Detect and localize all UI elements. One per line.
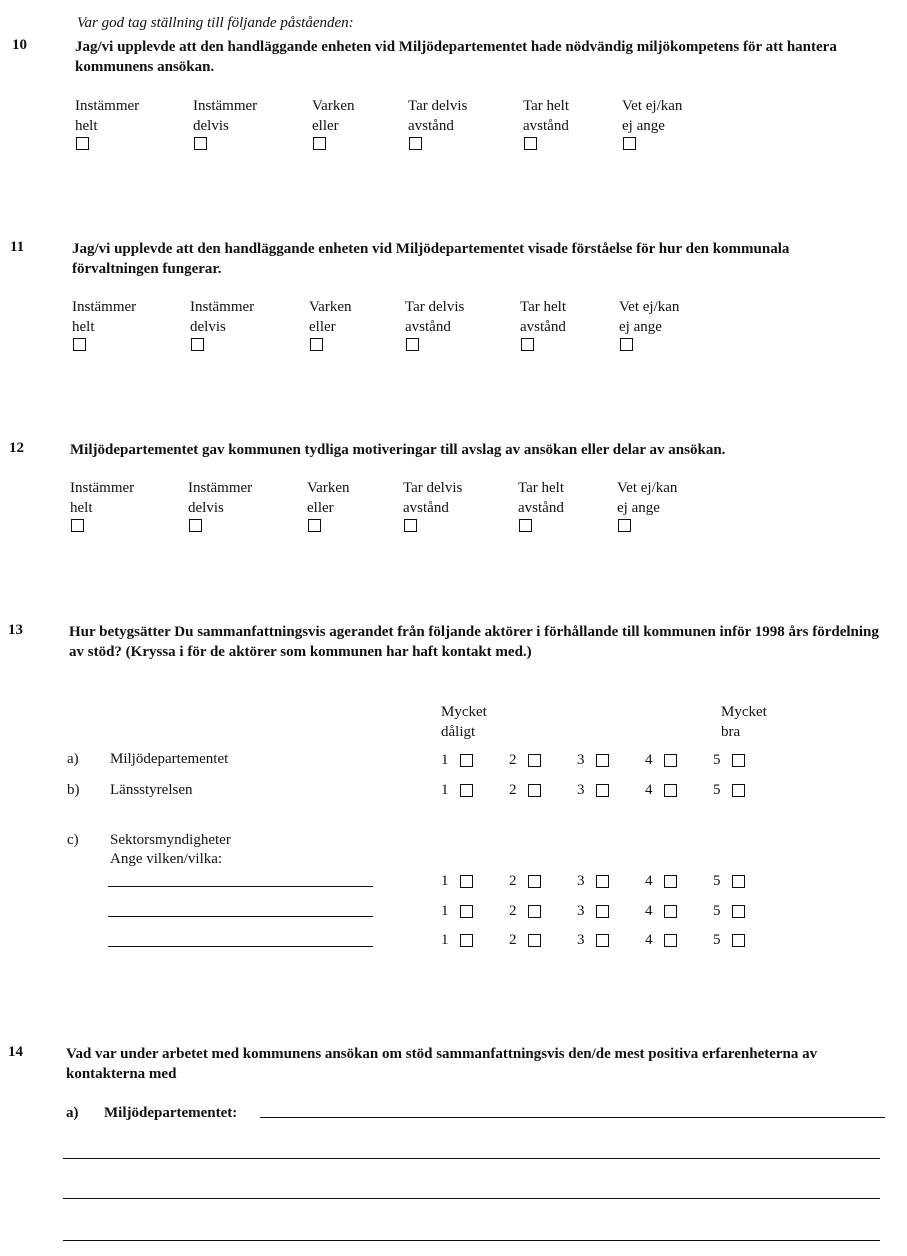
option-label: Instämmer delvis — [190, 299, 255, 335]
option-checkbox[interactable] — [310, 338, 323, 351]
question-text: Hur betygsätter Du sammanfattningsvis agerandet från följande aktörer i förhållande till kommunen inför 1998 års fördelning av stöd? (Kryssa i för de aktörer som kommunen har haft kontakt med.) — [69, 624, 879, 660]
rating-checkbox[interactable] — [664, 875, 677, 888]
item-letter: b) — [67, 782, 80, 798]
rating-checkbox[interactable] — [596, 784, 609, 797]
question-number: 12 — [9, 440, 24, 456]
rating-checkbox[interactable] — [732, 905, 745, 918]
rating-checkbox[interactable] — [664, 905, 677, 918]
rating-value: 3 — [577, 903, 585, 919]
option-label: Instämmer helt — [70, 480, 135, 516]
option-label: Instämmer delvis — [188, 480, 253, 516]
rating-value: 5 — [713, 873, 721, 889]
option-checkbox[interactable] — [618, 519, 631, 532]
rating-checkbox[interactable] — [460, 875, 473, 888]
rating-value: 4 — [645, 782, 653, 798]
intro-text: Var god tag ställning till följande påståenden: — [77, 15, 354, 31]
option-label: Tar delvis avstånd — [408, 98, 468, 134]
rating-value: 2 — [509, 752, 517, 768]
rating-value: 5 — [713, 932, 721, 948]
rating-value: 4 — [645, 873, 653, 889]
rating-value: 2 — [509, 932, 517, 948]
rating-checkbox[interactable] — [528, 934, 541, 947]
rating-value: 3 — [577, 932, 585, 948]
rating-checkbox[interactable] — [596, 905, 609, 918]
rating-checkbox[interactable] — [596, 875, 609, 888]
write-in-line[interactable] — [108, 946, 373, 947]
rating-value: 4 — [645, 752, 653, 768]
option-checkbox[interactable] — [404, 519, 417, 532]
option-checkbox[interactable] — [521, 338, 534, 351]
option-label: Tar delvis avstånd — [405, 299, 465, 335]
option-checkbox[interactable] — [519, 519, 532, 532]
option-checkbox[interactable] — [73, 338, 86, 351]
option-checkbox[interactable] — [409, 137, 422, 150]
rating-value: 3 — [577, 752, 585, 768]
item-letter: c) — [67, 832, 79, 848]
rating-checkbox[interactable] — [528, 875, 541, 888]
question-number: 10 — [12, 37, 27, 53]
item-letter: a) — [67, 751, 79, 767]
rating-value: 1 — [441, 932, 449, 948]
rating-checkbox[interactable] — [460, 905, 473, 918]
option-label: Varken eller — [312, 98, 355, 134]
rating-checkbox[interactable] — [732, 875, 745, 888]
rating-checkbox[interactable] — [596, 754, 609, 767]
option-checkbox[interactable] — [620, 338, 633, 351]
write-in-line[interactable] — [108, 886, 373, 887]
rating-checkbox[interactable] — [664, 784, 677, 797]
rating-value: 1 — [441, 782, 449, 798]
answer-line[interactable] — [63, 1240, 880, 1241]
answer-line[interactable] — [63, 1158, 880, 1159]
option-checkbox[interactable] — [406, 338, 419, 351]
rating-value: 5 — [713, 903, 721, 919]
rating-checkbox[interactable] — [460, 784, 473, 797]
option-checkbox[interactable] — [76, 137, 89, 150]
rating-checkbox[interactable] — [528, 754, 541, 767]
rating-checkbox[interactable] — [664, 934, 677, 947]
rating-value: 1 — [441, 873, 449, 889]
option-label: Instämmer helt — [72, 299, 137, 335]
question-text: Miljödepartementet gav kommunen tydliga motiveringar till avslag av ansökan eller delar av ansökan. — [70, 442, 726, 458]
option-checkbox[interactable] — [308, 519, 321, 532]
option-checkbox[interactable] — [189, 519, 202, 532]
question-number: 11 — [10, 239, 25, 255]
rating-checkbox[interactable] — [460, 934, 473, 947]
rating-value: 4 — [645, 932, 653, 948]
rating-value: 3 — [577, 873, 585, 889]
rating-value: 2 — [509, 873, 517, 889]
rating-value: 4 — [645, 903, 653, 919]
answer-line[interactable] — [260, 1117, 885, 1118]
option-label: Varken eller — [309, 299, 352, 335]
item-letter: a) — [66, 1105, 79, 1121]
answer-line[interactable] — [63, 1198, 880, 1199]
rating-checkbox[interactable] — [460, 754, 473, 767]
rating-checkbox[interactable] — [732, 934, 745, 947]
rating-value: 5 — [713, 782, 721, 798]
item-label: Länsstyrelsen — [110, 782, 193, 798]
option-label: Vet ej/kan ej ange — [622, 98, 683, 134]
option-checkbox[interactable] — [623, 137, 636, 150]
write-in-line[interactable] — [108, 916, 373, 917]
rating-checkbox[interactable] — [596, 934, 609, 947]
option-label: Instämmer delvis — [193, 98, 258, 134]
option-label: Instämmer helt — [75, 98, 140, 134]
option-checkbox[interactable] — [191, 338, 204, 351]
question-number: 14 — [8, 1044, 23, 1060]
rating-value: 1 — [441, 903, 449, 919]
rating-value: 5 — [713, 752, 721, 768]
item-label: Miljödepartementet: — [104, 1105, 238, 1121]
option-label: Tar helt avstånd — [520, 299, 567, 335]
question-text: Vad var under arbetet med kommunens ansökan om stöd sammanfattningsvis den/de mest positiva erfarenheterna av kontakterna med — [66, 1046, 818, 1082]
rating-checkbox[interactable] — [528, 905, 541, 918]
option-label: Varken eller — [307, 480, 350, 516]
option-label: Vet ej/kan ej ange — [619, 299, 680, 335]
rating-checkbox[interactable] — [732, 784, 745, 797]
rating-value: 2 — [509, 782, 517, 798]
rating-value: 2 — [509, 903, 517, 919]
rating-checkbox[interactable] — [664, 754, 677, 767]
item-label: Miljödepartementet — [110, 751, 229, 767]
option-checkbox[interactable] — [71, 519, 84, 532]
option-label: Tar helt avstånd — [523, 98, 570, 134]
rating-value: 3 — [577, 782, 585, 798]
rating-checkbox[interactable] — [528, 784, 541, 797]
question-number: 13 — [8, 622, 23, 638]
rating-value: 1 — [441, 752, 449, 768]
scale-high-label: Mycket bra — [721, 704, 767, 740]
question-text: Jag/vi upplevde att den handläggande enheten vid Miljödepartementet visade förståelse för hur den kommunala förvaltningen fungerar. — [72, 241, 790, 277]
option-checkbox[interactable] — [194, 137, 207, 150]
option-label: Vet ej/kan ej ange — [617, 480, 678, 516]
item-label: Sektorsmyndigheter — [110, 832, 231, 848]
question-text: Jag/vi upplevde att den handläggande enheten vid Miljödepartementet hade nödvändig miljökompetens för att hantera kommunens ansökan. — [75, 39, 837, 75]
option-label: Tar helt avstånd — [518, 480, 565, 516]
option-checkbox[interactable] — [524, 137, 537, 150]
scale-low-label: Mycket dåligt — [441, 704, 487, 740]
option-checkbox[interactable] — [313, 137, 326, 150]
option-label: Tar delvis avstånd — [403, 480, 463, 516]
item-sublabel: Ange vilken/vilka: — [110, 851, 223, 867]
rating-checkbox[interactable] — [732, 754, 745, 767]
